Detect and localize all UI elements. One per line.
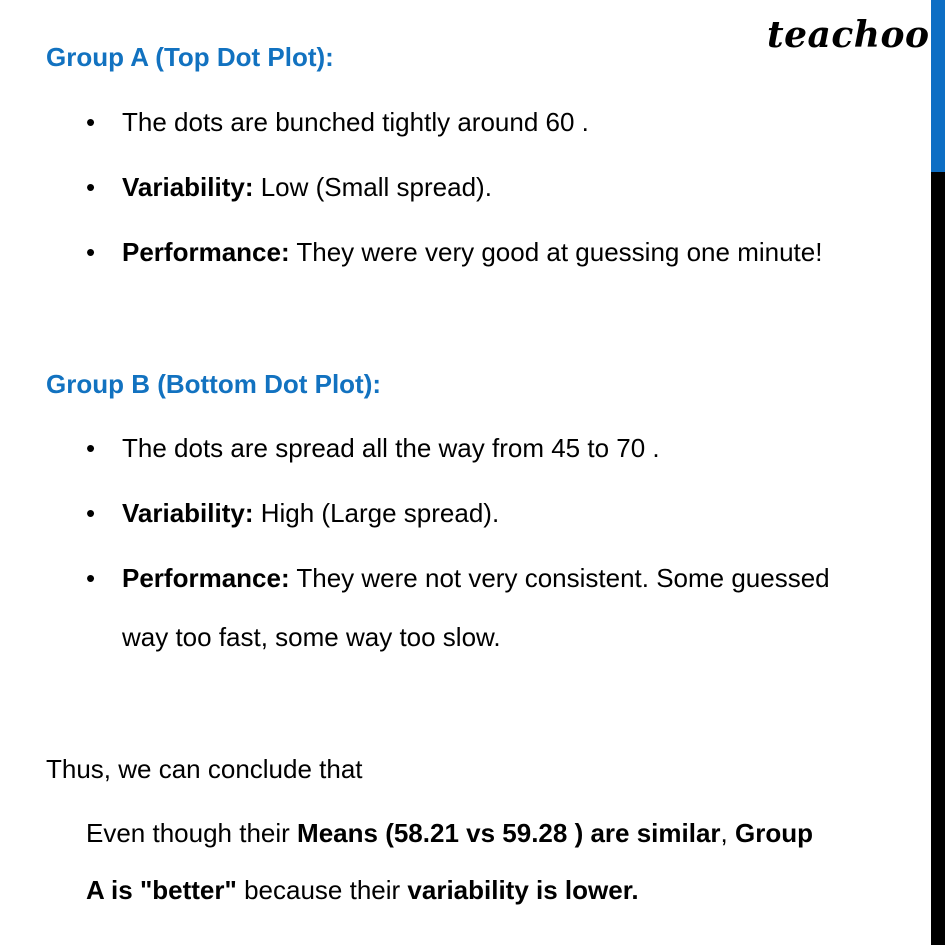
bullet-label: Performance: [122,237,290,267]
means-highlight: Means (58.21 vs 59.28 ) are similar [297,818,721,848]
bullet-icon: • [86,172,96,202]
bullet-text: Low (Small spread). [253,172,492,202]
bullet-icon: • [86,107,96,137]
conclusion-intro: Thus, we can conclude that [46,754,363,784]
conclusion-line-1: Even though their Means (58.21 vs 59.28 ) are similar, Group [86,818,813,848]
group-a-heading: Group A (Top Dot Plot): [46,42,334,72]
bullet-text: They were very good at guessing one minute! [289,237,823,267]
bullet-label: Performance: [122,563,290,593]
bullet-label: Variability: [122,172,254,202]
bullet-text: High (Large spread). [253,498,500,528]
bullet-text: They were not very consistent. Some guessed [289,563,830,593]
variability-highlight: variability is lower. [407,875,639,905]
bullet-icon: • [86,433,96,463]
conclusion-line-2: A is "better" because their variability is lower. [86,875,639,905]
bullet-label: Variability: [122,498,254,528]
bullet-text: The dots are bunched tightly around 60 . [122,107,589,137]
bullet-text: way too fast, some way too slow. [122,622,501,652]
sidebar-blue-accent [931,0,945,172]
bullet-icon: • [86,563,96,593]
group-b-heading: Group B (Bottom Dot Plot): [46,369,382,399]
bullet-icon: • [86,237,96,267]
bullet-text: The dots are spread all the way from 45 to 70 . [122,433,660,463]
bullet-icon: • [86,498,96,528]
teachoo-logo: teachoo [767,14,930,56]
